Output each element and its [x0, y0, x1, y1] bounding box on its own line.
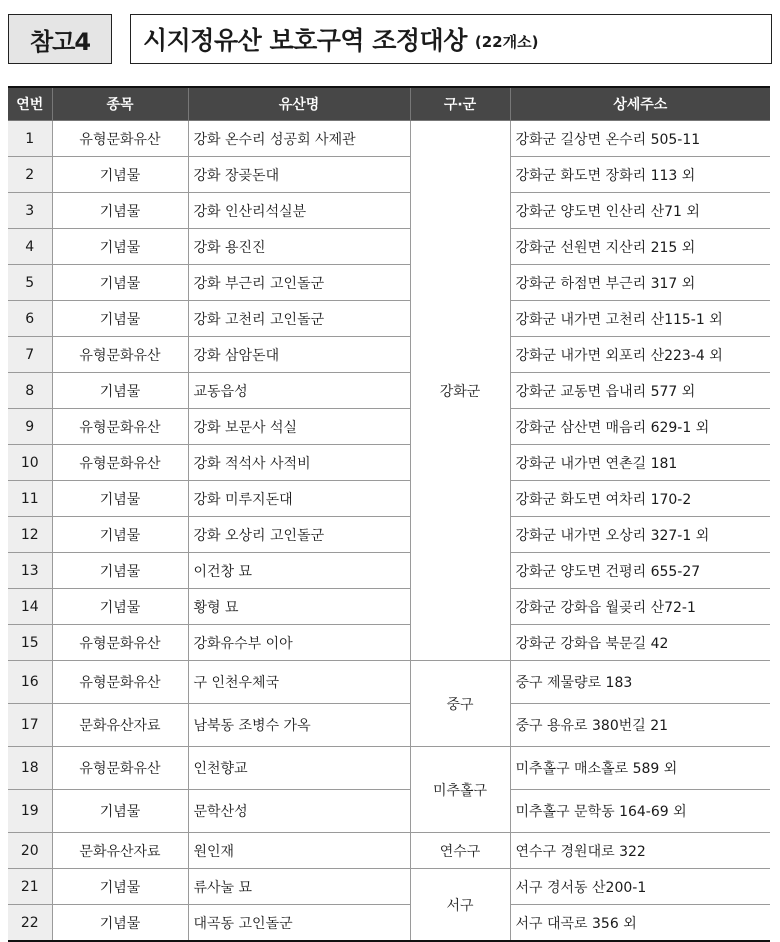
row-heritage-name: 문학산성	[188, 790, 410, 833]
row-address: 강화군 삼산면 매음리 629-1 외	[510, 409, 770, 445]
row-category: 기념물	[52, 373, 188, 409]
row-address: 강화군 내가면 외포리 산223-4 외	[510, 337, 770, 373]
row-number: 1	[8, 121, 52, 157]
row-category: 유형문화유산	[52, 337, 188, 373]
row-number: 12	[8, 517, 52, 553]
row-category: 유형문화유산	[52, 625, 188, 661]
row-address: 강화군 교동면 읍내리 577 외	[510, 373, 770, 409]
row-heritage-name: 인천향교	[188, 747, 410, 790]
row-address: 강화군 내가면 연촌길 181	[510, 445, 770, 481]
row-address: 서구 대곡로 356 외	[510, 905, 770, 942]
row-number: 13	[8, 553, 52, 589]
row-category: 기념물	[52, 265, 188, 301]
row-number: 5	[8, 265, 52, 301]
row-number: 4	[8, 229, 52, 265]
row-number: 10	[8, 445, 52, 481]
row-heritage-name: 강화 보문사 석실	[188, 409, 410, 445]
table-row	[8, 905, 770, 942]
row-number: 7	[8, 337, 52, 373]
row-heritage-name: 강화 온수리 성공회 사제관	[188, 121, 410, 157]
row-number: 18	[8, 747, 52, 790]
row-heritage-name: 이건창 묘	[188, 553, 410, 589]
table-row	[8, 517, 770, 553]
table-body	[8, 121, 770, 942]
count-note: (22개소)	[474, 32, 539, 51]
row-category: 기념물	[52, 193, 188, 229]
row-heritage-name: 강화 적석사 사적비	[188, 445, 410, 481]
row-category: 문화유산자료	[52, 704, 188, 747]
table-row	[8, 625, 770, 661]
row-address: 강화군 하점면 부근리 317 외	[510, 265, 770, 301]
row-category: 기념물	[52, 905, 188, 942]
row-address: 강화군 화도면 장화리 113 외	[510, 157, 770, 193]
column-header-category: 종목	[52, 87, 188, 121]
row-category: 기념물	[52, 790, 188, 833]
row-heritage-name: 강화 삼암돈대	[188, 337, 410, 373]
row-address: 연수구 경원대로 322	[510, 833, 770, 869]
row-category: 유형문화유산	[52, 409, 188, 445]
row-number: 9	[8, 409, 52, 445]
page-header	[8, 14, 774, 66]
row-address: 미추홀구 문학동 164-69 외	[510, 790, 770, 833]
column-header-district: 구·군	[410, 87, 510, 121]
row-heritage-name: 류사눌 묘	[188, 869, 410, 905]
row-category: 기념물	[52, 301, 188, 337]
row-address: 강화군 내가면 오상리 327-1 외	[510, 517, 770, 553]
row-address: 중구 제물량로 183	[510, 661, 770, 704]
table-row	[8, 445, 770, 481]
row-number: 21	[8, 869, 52, 905]
table-row	[8, 869, 770, 905]
row-address: 강화군 내가면 고천리 산115-1 외	[510, 301, 770, 337]
table-row	[8, 481, 770, 517]
row-category: 기념물	[52, 481, 188, 517]
row-category: 유형문화유산	[52, 747, 188, 790]
table-row	[8, 704, 770, 747]
row-category: 기념물	[52, 553, 188, 589]
row-address: 중구 용유로 380번길 21	[510, 704, 770, 747]
row-heritage-name: 강화 인산리석실분	[188, 193, 410, 229]
row-heritage-name: 원인재	[188, 833, 410, 869]
table-row	[8, 121, 770, 157]
row-number: 17	[8, 704, 52, 747]
row-heritage-name: 강화 용진진	[188, 229, 410, 265]
district-cell: 서구	[410, 869, 510, 942]
row-heritage-name: 강화유수부 이아	[188, 625, 410, 661]
row-number: 14	[8, 589, 52, 625]
table-row	[8, 589, 770, 625]
row-heritage-name: 강화 장곶돈대	[188, 157, 410, 193]
row-address: 강화군 선원면 지산리 215 외	[510, 229, 770, 265]
table-row	[8, 373, 770, 409]
row-number: 6	[8, 301, 52, 337]
heritage-table	[8, 86, 770, 942]
title-box	[130, 14, 772, 64]
row-number: 20	[8, 833, 52, 869]
table-row	[8, 790, 770, 833]
table-row	[8, 229, 770, 265]
row-category: 기념물	[52, 229, 188, 265]
row-number: 2	[8, 157, 52, 193]
district-cell: 미추홀구	[410, 747, 510, 833]
district-cell: 연수구	[410, 833, 510, 869]
table-row	[8, 409, 770, 445]
table-row	[8, 553, 770, 589]
row-heritage-name: 강화 미루지돈대	[188, 481, 410, 517]
row-address: 강화군 강화읍 북문길 42	[510, 625, 770, 661]
row-category: 문화유산자료	[52, 833, 188, 869]
reference-label: 참고4	[8, 14, 112, 64]
row-number: 22	[8, 905, 52, 942]
row-heritage-name: 대곡동 고인돌군	[188, 905, 410, 942]
row-category: 유형문화유산	[52, 445, 188, 481]
row-category: 기념물	[52, 517, 188, 553]
table-row	[8, 337, 770, 373]
table-header-row	[8, 87, 770, 121]
row-category: 기념물	[52, 157, 188, 193]
row-address: 강화군 화도면 여차리 170-2	[510, 481, 770, 517]
row-heritage-name: 황형 묘	[188, 589, 410, 625]
row-number: 3	[8, 193, 52, 229]
table-row	[8, 661, 770, 704]
row-heritage-name: 남북동 조병수 가옥	[188, 704, 410, 747]
row-number: 19	[8, 790, 52, 833]
table-row	[8, 301, 770, 337]
row-address: 미추홀구 매소홀로 589 외	[510, 747, 770, 790]
row-category: 기념물	[52, 869, 188, 905]
row-number: 8	[8, 373, 52, 409]
row-heritage-name: 강화 부근리 고인돌군	[188, 265, 410, 301]
district-cell: 중구	[410, 661, 510, 747]
row-number: 15	[8, 625, 52, 661]
table-row	[8, 747, 770, 790]
row-category: 유형문화유산	[52, 661, 188, 704]
row-heritage-name: 구 인천우체국	[188, 661, 410, 704]
row-number: 11	[8, 481, 52, 517]
row-category: 유형문화유산	[52, 121, 188, 157]
table-row	[8, 265, 770, 301]
table-row	[8, 157, 770, 193]
row-address: 강화군 양도면 인산리 산71 외	[510, 193, 770, 229]
table-row	[8, 193, 770, 229]
row-heritage-name: 강화 고천리 고인돌군	[188, 301, 410, 337]
row-address: 강화군 길상면 온수리 505-11	[510, 121, 770, 157]
row-heritage-name: 교동읍성	[188, 373, 410, 409]
row-category: 기념물	[52, 589, 188, 625]
table-row	[8, 833, 770, 869]
row-address: 서구 경서동 산200-1	[510, 869, 770, 905]
column-header-no: 연번	[8, 87, 52, 121]
column-header-heritage-name: 유산명	[188, 87, 410, 121]
row-address: 강화군 양도면 건평리 655-27	[510, 553, 770, 589]
column-header-address: 상세주소	[510, 87, 770, 121]
row-number: 16	[8, 661, 52, 704]
row-heritage-name: 강화 오상리 고인돌군	[188, 517, 410, 553]
page-title: 시지정유산 보호구역 조정대상	[143, 26, 467, 55]
row-address: 강화군 강화읍 월곶리 산72-1	[510, 589, 770, 625]
district-cell: 강화군	[410, 121, 510, 661]
